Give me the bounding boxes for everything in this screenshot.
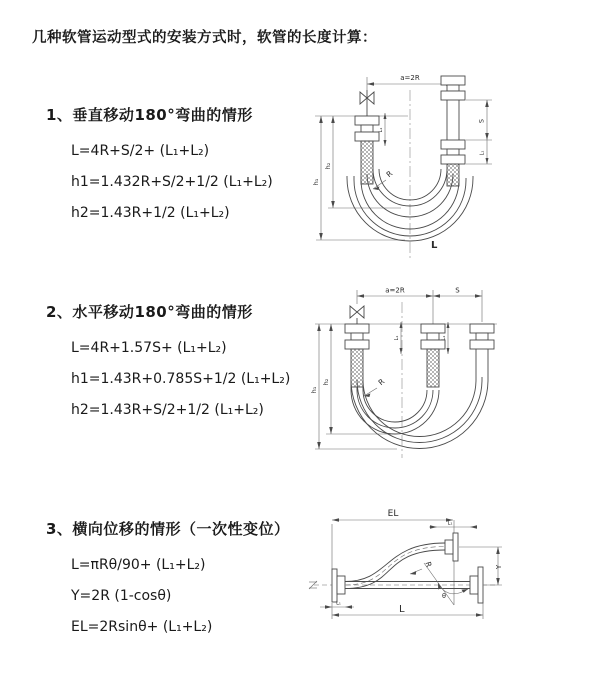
dim-label-l1-bottom: L₁ bbox=[336, 600, 341, 607]
formula-line: L=πRθ/90+ (L₁+L₂) bbox=[71, 557, 206, 573]
formula-line: h2=1.43R+S/2+1/2 (L₁+L₂) bbox=[71, 402, 264, 418]
formula-line: h1=1.432R+S/2+1/2 (L₁+L₂) bbox=[71, 174, 273, 190]
section-2-formulas bbox=[71, 333, 290, 426]
diagram-horizontal-180-bend bbox=[305, 280, 575, 470]
dim-label-el: EL bbox=[387, 509, 399, 519]
section-2-heading: 2、水平移动180°弯曲的情形 bbox=[46, 303, 253, 321]
pipe-fittings bbox=[314, 533, 498, 603]
radius-label: R bbox=[376, 376, 387, 388]
dim-label-l1-mid: L₁ bbox=[441, 335, 447, 341]
section-1-heading: 1、垂直移动180°弯曲的情形 bbox=[46, 106, 253, 124]
section-3 bbox=[46, 518, 289, 643]
dim-label-y: Y bbox=[495, 564, 503, 570]
dim-label-l: L bbox=[399, 604, 405, 615]
diagram-lateral-displacement bbox=[298, 503, 598, 658]
dim-label-l1: L₁ bbox=[378, 127, 384, 133]
diagram-vertical-180-bend bbox=[305, 66, 565, 266]
dim-label-l1-left: L₁ bbox=[394, 335, 400, 341]
dim-label-h2: h₂ bbox=[324, 162, 332, 170]
dim-label-s: S bbox=[477, 118, 486, 124]
page-title: 几种软管运动型式的安装方式时，软管的长度计算： bbox=[32, 30, 377, 46]
formula-line: L=4R+1.57S+ (L₁+L₂) bbox=[71, 340, 227, 356]
dim-label-s: S bbox=[455, 286, 460, 295]
length-label: L bbox=[431, 240, 438, 251]
formula-line: h1=1.43R+0.785S+1/2 (L₁+L₂) bbox=[71, 371, 291, 387]
valve-icon bbox=[350, 306, 364, 324]
dim-label-h1: h₁ bbox=[310, 386, 318, 394]
valve-icon bbox=[360, 90, 374, 116]
dim-label-l1-right: L₁ bbox=[479, 150, 486, 156]
dim-label-l1-top: L₁ bbox=[447, 520, 453, 527]
dimension-lines bbox=[315, 77, 492, 240]
section-3-formulas bbox=[71, 550, 289, 643]
pipe-fittings bbox=[345, 306, 494, 387]
section-1-formulas bbox=[71, 136, 273, 229]
theta-label: θ bbox=[442, 592, 446, 600]
dim-label-a2r: a=2R bbox=[400, 74, 420, 82]
dim-label-a2r: a=2R bbox=[385, 286, 405, 295]
formula-line: L=4R+S/2+ (L₁+L₂) bbox=[71, 143, 210, 159]
dim-label-h2: h₂ bbox=[322, 378, 330, 386]
radius-label: R bbox=[423, 560, 434, 569]
hose-u-curves bbox=[351, 377, 488, 449]
section-2 bbox=[46, 301, 290, 426]
dim-label-h1: h₁ bbox=[312, 178, 320, 186]
formula-line: EL=2Rsinθ+ (L₁+L₂) bbox=[71, 619, 213, 635]
radius-label: R bbox=[384, 168, 395, 180]
formula-line: h2=1.43R+1/2 (L₁+L₂) bbox=[71, 205, 230, 221]
dimension-lines bbox=[315, 290, 497, 449]
formula-line: Y=2R (1-cosθ) bbox=[71, 588, 172, 604]
section-1 bbox=[46, 104, 273, 229]
section-3-heading: 3、横向位移的情形（一次性变位） bbox=[46, 520, 290, 538]
